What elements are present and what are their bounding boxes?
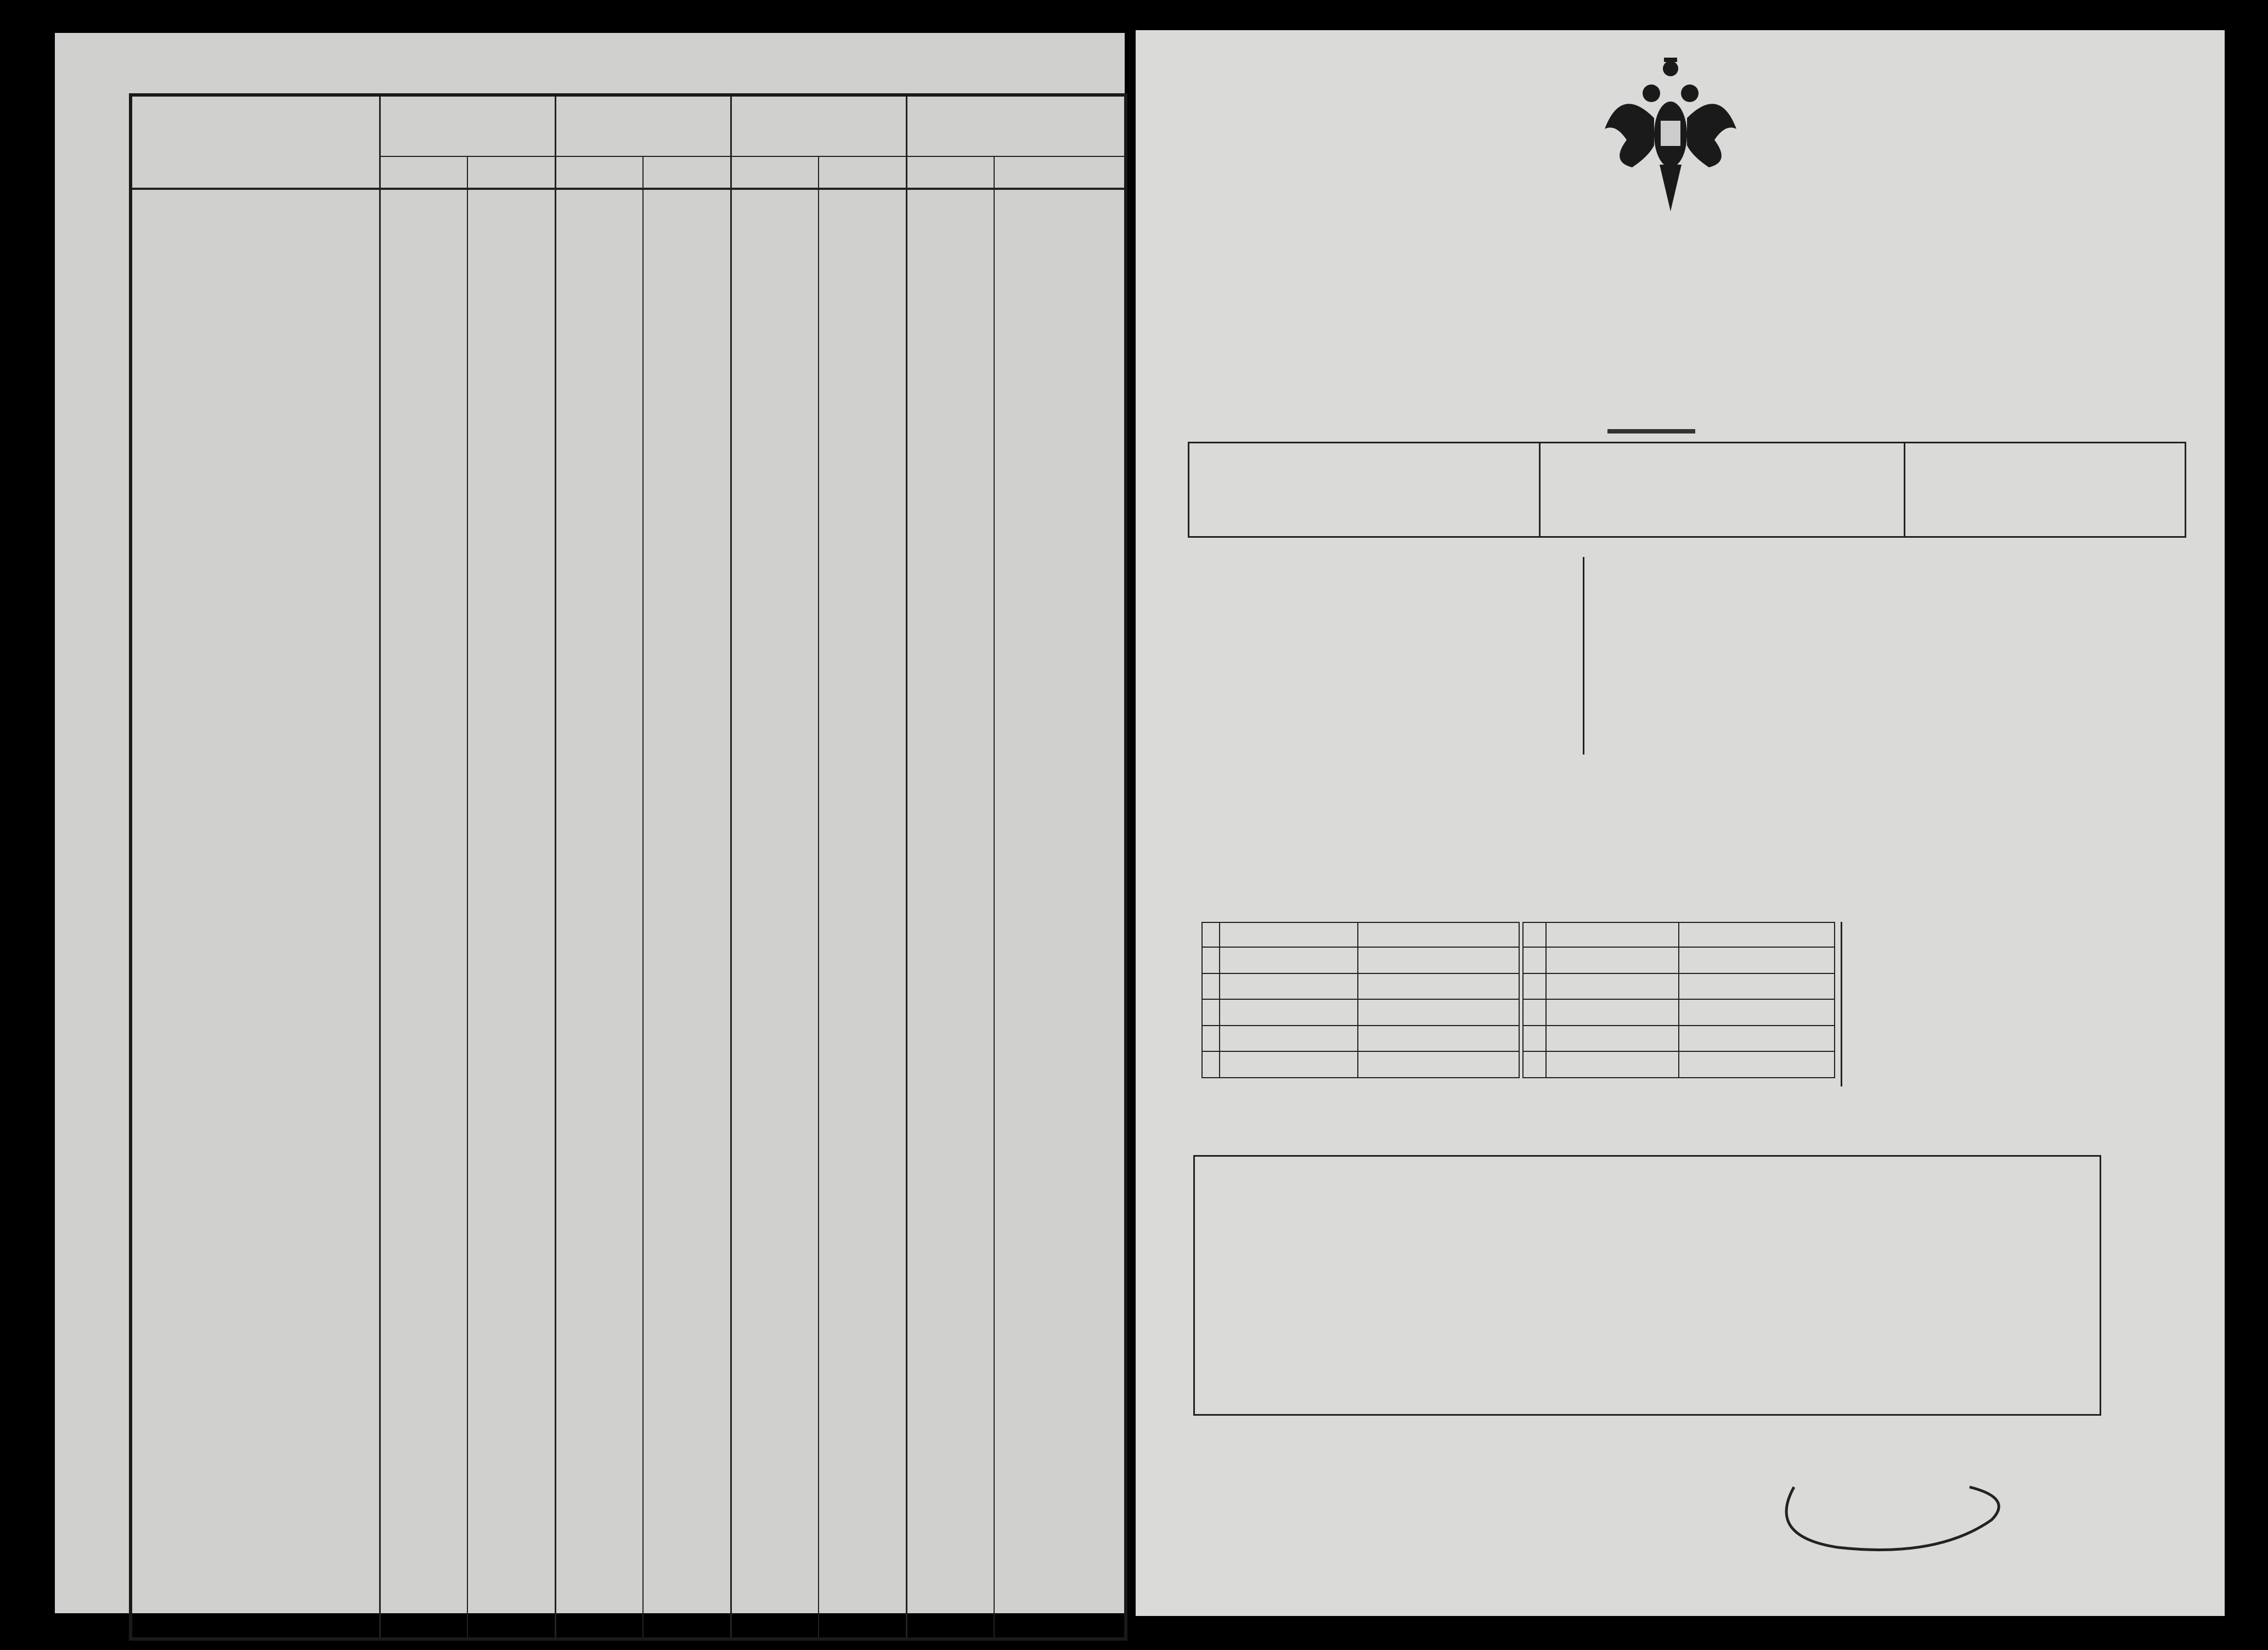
col-divider — [642, 157, 644, 1637]
roof-cell — [1358, 1051, 1519, 1078]
ornament-divider — [1607, 429, 1695, 433]
roof-cell — [1358, 947, 1519, 973]
bt-head-material — [1546, 922, 1679, 947]
cell — [1523, 922, 1546, 947]
cell — [1546, 973, 1679, 1000]
header-line — [379, 156, 1124, 157]
col-divider — [906, 97, 907, 1637]
left-page — [55, 33, 1125, 1613]
header-block — [1188, 442, 2186, 538]
cell — [1679, 999, 1835, 1026]
row-number — [1202, 973, 1220, 1000]
divider — [1539, 442, 1541, 538]
col-divider — [555, 97, 556, 1637]
buildings-table-right — [1522, 922, 1835, 1078]
material-cell — [1220, 947, 1358, 973]
material-cell — [1220, 999, 1358, 1026]
cell — [1546, 1026, 1679, 1052]
row-number — [1523, 1051, 1546, 1078]
divider — [1904, 442, 1905, 538]
material-cell — [1220, 1026, 1358, 1052]
signature-flourish-icon — [1772, 1454, 2035, 1569]
cell — [1679, 1026, 1835, 1052]
double-headed-eagle-icon — [1599, 52, 1742, 217]
col-divider — [818, 157, 819, 1637]
bt-head-roof — [1358, 922, 1519, 947]
divider — [1841, 922, 1842, 1086]
divider — [1583, 557, 1584, 754]
row-number — [1202, 947, 1220, 973]
count-table — [1193, 1155, 2101, 1416]
material-cell — [1220, 1051, 1358, 1078]
col-divider — [379, 97, 381, 1637]
roof-cell — [1358, 999, 1519, 1026]
bt-head-roof — [1679, 922, 1835, 947]
col-divider — [994, 157, 995, 1637]
row-number — [1202, 1026, 1220, 1052]
row-number — [1523, 1026, 1546, 1052]
cell — [1679, 1051, 1835, 1078]
col-divider — [467, 157, 468, 1637]
roof-cell — [1358, 973, 1519, 1000]
cell — [1202, 922, 1220, 947]
ledger-table — [129, 93, 1127, 1641]
roof-cell — [1358, 1026, 1519, 1052]
row-number — [1523, 947, 1546, 973]
header-line — [132, 188, 1124, 190]
cell — [1546, 947, 1679, 973]
cell — [1546, 999, 1679, 1026]
col-divider — [730, 97, 732, 1637]
row-number — [1523, 973, 1546, 1000]
cell — [1679, 947, 1835, 973]
cell — [1546, 1051, 1679, 1078]
bt-head-material — [1220, 922, 1358, 947]
cell — [1679, 973, 1835, 1000]
row-number — [1202, 1051, 1220, 1078]
row-number — [1523, 999, 1546, 1026]
buildings-table-left — [1201, 922, 1520, 1078]
row-number — [1202, 999, 1220, 1026]
material-cell — [1220, 973, 1358, 1000]
